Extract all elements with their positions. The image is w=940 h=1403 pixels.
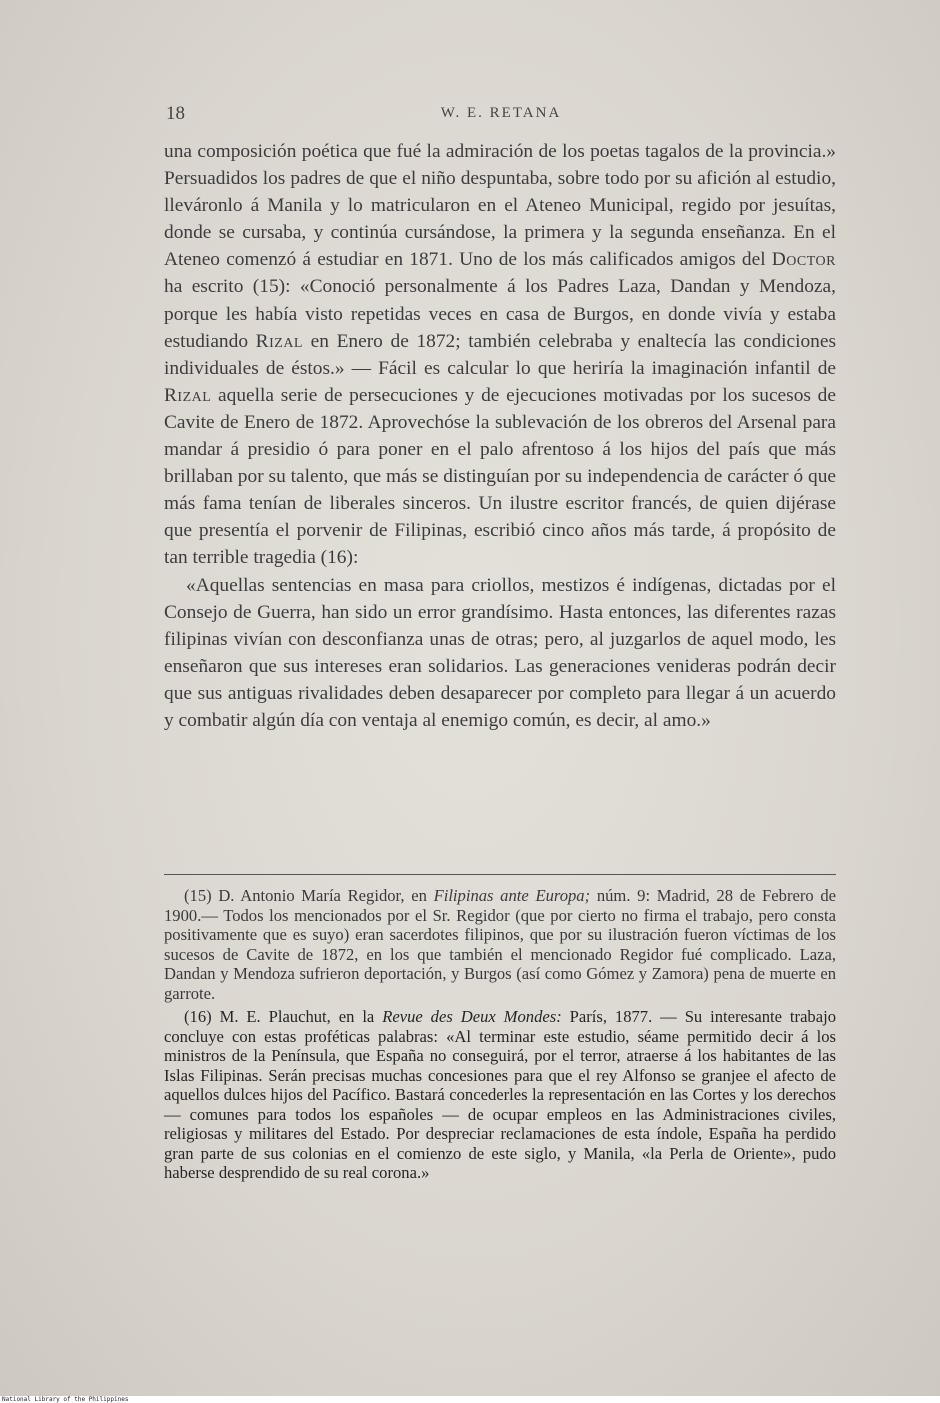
library-credit: National Library of the Philippines (0, 1396, 940, 1403)
quoted-paragraph: «Aquellas sentencias en masa para criollos, mestizos é indígenas, dictadas por el Consejo de Guerra, han sido un error grandísimo. Hasta entonces, las diferentes razas filipinas vivían con desconfianza unas de otras; pero, al juzgarlos de aquel modo, les enseñaron que sus intereses eran solidarios. Las generaciones venideras podrán decir que sus antiguas rivalidades deben desaparecer por completo para llegar á un acuerdo y combatir algún día con ventaja al enemigo común, es decir, al amo.» (164, 574, 836, 731)
footnote-15-title: Filipinas ante Europa; (433, 886, 591, 905)
footnote-15: (15) D. Antonio María Regidor, en Filipinas ante Europa; núm. 9: Madrid, 28 de Febrero de 1900.— Todos los mencionados por el Sr. Regidor (que por cierto no firma el trabajo, pero consta positivamente que es suyo) eran sacerdotes filipinos, que por su ilustración fueron víctimas de los sucesos de Cavite de 1872, en los que también el mencionado Regidor fué complicado. Laza, Dandan y Mendoza sufrieron deportación, y Burgos (así como Gómez y Zamora) pena de muerte en garrote. (164, 886, 836, 1003)
page-number: 18 (166, 103, 185, 124)
running-head: W. E. RETANA (440, 105, 562, 121)
footnote-16-title: Revue des Deux Mondes: (382, 1007, 562, 1026)
paragraph: una composición poética que fué la admiración de los poetas tagalos de la provincia.» Persuadidos los padres de que el niño despuntaba, sobre todo por su afición al estudio, lleváronlo á Manila y lo matricularon en el Ateneo Municipal, regido por jesuítas, donde se cursaba, y continúa cursándose, la primera y la segunda enseñanza. En el Ateneo comenzó á estudiar en 1871. Uno de los más calificados amigos del Doctor ha escrito (15): «Conoció personalmente á los Padres Laza, Dandan y Mendoza, porque les había visto repetidas veces en casa de Burgos, en donde vivía y estaba estudiando Rizal en Enero de 1872; también celebraba y enaltecía las condiciones individuales de éstos.» — Fácil es calcular lo que heriría la imaginación infantil de Rizal aquella serie de persecuciones y de ejecuciones motivadas por los sucesos de Cavite de Enero de 1872. Aprovechóse la sublevación de los obreros del Arsenal para mandar á presidio ó para poner en el palo afrentoso á los hijos del país que más brillaban por su talento, que más se distinguían por su independencia de carácter ó que más fama tenían de liberales sinceros. Un ilustre escritor francés, de quien dijérase que presentía el porvenir de Filipinas, escribió cinco años más tarde, á propósito de tan terrible tragedia (16): (164, 141, 836, 569)
small-caps-rizal: Rizal (164, 384, 212, 406)
page-header (166, 103, 836, 127)
small-caps-rizal: Rizal (255, 330, 303, 352)
footnotes (164, 886, 836, 1187)
main-text (164, 138, 836, 734)
small-caps-doctor: Doctor (771, 249, 836, 271)
footnote-divider (164, 874, 836, 875)
footnote-16: (16) M. E. Plauchut, en la Revue des Deux Mondes: París, 1877. — Su interesante trabajo concluye con estas proféticas palabras: «Al terminar este estudio, séame permitido decir á los ministros de la Península, que España no conseguirá, por el terror, atraerse á los habitantes de las Islas Filipinas. Serán precisas muchas concesiones para que el rey Alfonso se granjee el afecto de aquellos dulces hijos del Pacífico. Bastará concederles la representación en las Cortes y los derechos — comunes para todos los españoles — de ocupar empleos en las Administraciones civiles, religiosas y militares del Estado. Por despreciar reclamaciones de esta índole, España ha perdido gran parte de sus colonias en el comienzo de este siglo, y Manila, «la Perla de Oriente», pudo haberse desprendido de su real corona.» (164, 1007, 836, 1182)
